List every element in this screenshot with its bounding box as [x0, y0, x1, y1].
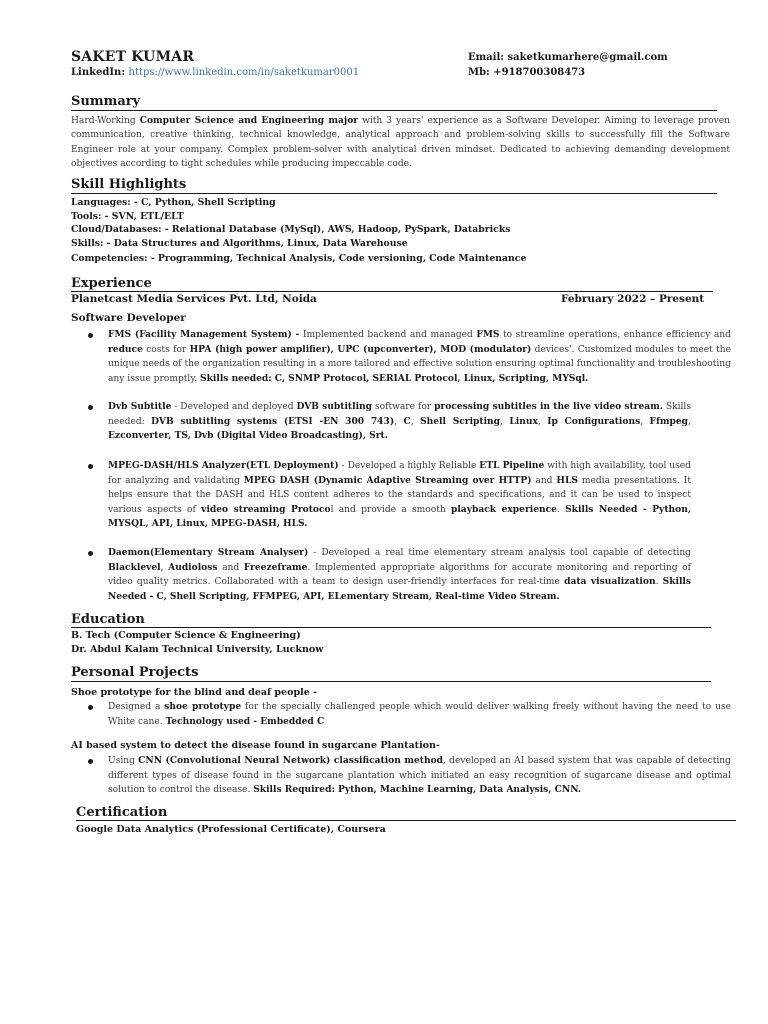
email-label: Email: [468, 52, 504, 63]
emphasis-text: data visualization [564, 576, 656, 587]
experience-heading: Experience [71, 276, 152, 291]
email-value[interactable]: saketkumarhere@gmail.com [507, 52, 668, 63]
body-text: and [217, 562, 244, 573]
body-text: - Developed and deployed [171, 402, 297, 412]
emphasis-text: Audioloss [168, 561, 218, 573]
emphasis-text: HPA (high power amplifier), UPC (upconverter), MOD (modulator) [189, 343, 532, 355]
body-text: , [394, 416, 404, 427]
emphasis-text: processing subtitles in the live video stream. [434, 401, 663, 412]
emphasis-text: CNN (Convolutional Neural Network) classification method [138, 755, 444, 766]
summary-heading: Summary [71, 94, 141, 109]
body-text: , [537, 416, 548, 427]
project-title: AI based system to detect the disease found in sugarcane Plantation- [71, 740, 440, 751]
section-rule [71, 193, 717, 194]
emphasis-text: FMS [476, 329, 500, 340]
bullet-icon [88, 464, 93, 469]
emphasis-text: playback experience [450, 503, 557, 515]
skill-skills: Skills: - Data Structures and Algorithms, Linux, Data Warehouse [71, 238, 408, 249]
emphasis-text: MPEG DASH (Dynamic Adaptive Streaming over HTTP) [243, 474, 532, 486]
skill-tools: Tools: - SVN, ETL/ELT [71, 211, 184, 222]
linkedin-link[interactable]: https://www.linkedin.com/in/saketkumar0001 [128, 67, 360, 78]
job-role: Software Developer [71, 312, 186, 324]
emphasis-text: reduce [108, 343, 143, 355]
body-text: , developed an AI based system that was capable of detecting different types of disease found in the sugarcane plantation which initiated an easy recognition of sugarcane disease and optimal solution to control the disease. [108, 756, 731, 795]
emphasis-text: Linux [509, 415, 538, 427]
body-text: Skills needed: [108, 402, 692, 427]
emphasis-text: HLS [556, 474, 578, 486]
emphasis-text: Blacklevel [108, 561, 161, 573]
projects-heading: Personal Projects [71, 665, 199, 680]
bullet-icon [88, 759, 93, 764]
experience-bullet [108, 459, 691, 532]
linkedin-line [71, 67, 359, 78]
body-text: , [640, 416, 650, 427]
body-text: , [688, 416, 691, 427]
emphasis-text: Ip Configurations [547, 415, 641, 427]
mobile-label: Mb: [468, 67, 490, 78]
emphasis-text: C [403, 415, 411, 427]
education-heading: Education [71, 612, 145, 627]
company-name: Planetcast Media Services Pvt. Ltd, Noida [71, 293, 317, 305]
bullet-icon [88, 405, 93, 410]
emphasis-text: FMS (Facility Management System) - [108, 329, 300, 340]
emphasis-text: MPEG-DASH/HLS Analyzer(ETL Deployment) [108, 460, 339, 471]
body-text: , [500, 416, 510, 427]
body-text: - Developed a real time elementary stream analysis tool capable of detecting [308, 548, 691, 558]
body-text: Using [108, 756, 139, 766]
body-text: with high availability, tool used for analyzing and validating [108, 461, 691, 486]
employment-period: February 2022 – Present [561, 293, 705, 305]
emphasis-text: shoe prototype [164, 701, 242, 712]
emphasis-text: Skills needed: C, SNMP Protocol, SERIAL Protocol, Linux, Scripting, MYSql. [200, 372, 589, 384]
linkedin-label: LinkedIn: [71, 67, 126, 78]
experience-bullet [108, 328, 731, 386]
summary-emphasis: Computer Science and Engineering major [139, 115, 359, 126]
degree: B. Tech (Computer Science & Engineering) [71, 630, 301, 641]
emphasis-text: DVB subtitling [296, 401, 373, 412]
project-description [108, 754, 731, 798]
summary-text-part: Hard-Working [71, 116, 140, 126]
body-text: costs for [142, 344, 190, 355]
body-text: Designed a [108, 702, 165, 712]
bullet-icon [88, 551, 93, 556]
body-text: software for [372, 402, 435, 412]
emphasis-text: Skills Needed - C, Shell Scripting, FFMPEG, API, ELementary Stream, Real-time Video Stream. [108, 576, 691, 602]
bullet-icon [88, 333, 93, 338]
body-text: . [556, 504, 566, 515]
emphasis-text: Skills Required: Python, Machine Learning, Data Analysis, CNN. [253, 784, 582, 795]
emphasis-text: Shell Scripting [420, 415, 501, 427]
certification-heading: Certification [76, 805, 168, 820]
experience-bullet [108, 546, 691, 604]
body-text: . Implemented appropriate algorithms for accurate monitoring and reporting of video quality metrics. Collaborated with a team to design user-friendly interfaces for real-time [108, 562, 691, 587]
emphasis-text: Ezconverter, TS, Dvb (Digital Video Broadcasting), Srt. [108, 430, 388, 441]
body-text: - Developed a highly Reliable [338, 461, 480, 471]
section-rule [71, 681, 711, 682]
project-title: Shoe prototype for the blind and deaf people - [71, 687, 317, 698]
skills-heading: Skill Highlights [71, 177, 187, 192]
emphasis-text: Dvb Subtitle [108, 401, 172, 412]
body-text: Implemented backend and managed [299, 330, 477, 340]
emphasis-text: video streaming Protoco [201, 503, 331, 515]
summary-text [71, 114, 730, 171]
emphasis-text: Freezeframe [243, 561, 308, 573]
candidate-name: SAKET KUMAR [71, 49, 195, 65]
body-text: , [410, 416, 421, 427]
body-text: , [160, 562, 169, 573]
body-text: devices'. Customized modules to meet the unique needs of the organization resulting in a more tailored and effective solution ensuring optimal functionality and troubleshooting any issue promptly. [108, 344, 732, 384]
mobile-line [468, 67, 585, 78]
section-rule [71, 110, 717, 111]
emphasis-text: DVB subtitling systems (ETSI -EN 300 743) [151, 415, 395, 427]
emphasis-text: Ffmpeg [649, 415, 689, 427]
emphasis-text: ETL Pipeline [479, 460, 545, 471]
body-text: to streamline operations, enhance efficiency and [499, 330, 731, 340]
bullet-icon [88, 705, 93, 710]
skill-languages: Languages: - C, Python, Shell Scripting [71, 197, 276, 208]
experience-bullet [108, 400, 691, 444]
certificate: Google Data Analytics (Professional Certificate), Coursera [76, 824, 386, 835]
summary-text-part: with 3 years' experience as a Software Developer. Aiming to leverage proven communication, creative thinking, technical knowledge, analytical approach and problem-solving skills to successfully fill the Software Engineer role at your company. Complex problem-solver with analytical driven mindset. Dedicated to achieving demanding development objectives according to tight schedules while producing impeccable code. [71, 116, 730, 169]
emphasis-text: Skills Needed - Python, MYSQL, API, Linux, MPEG-DASH, HLS. [108, 503, 691, 529]
body-text: . [655, 577, 663, 587]
section-rule [71, 291, 713, 292]
body-text: for the specially challenged people which would deliver walking freely without having the need to use White cane. [108, 702, 732, 727]
email-line [468, 52, 668, 63]
emphasis-text: Daemon(Elementary Stream Analyser) [108, 547, 309, 558]
university: Dr. Abdul Kalam Technical University, Lucknow [71, 644, 324, 655]
skill-competencies: Competencies: - Programming, Technical Analysis, Code versioning, Code Maintenance [71, 253, 527, 264]
project-description [108, 700, 731, 729]
section-rule [71, 627, 711, 628]
body-text: l and provide a smooth [330, 504, 451, 515]
body-text: and [531, 475, 557, 486]
body-text: media presentations. It helps ensure that the DASH and HLS content adheres to the standards and specifications, and it can be used to inspect various aspects of [108, 475, 691, 515]
skill-cloud-databases: Cloud/Databases: - Relational Database (MySql), AWS, Hadoop, PySpark, Databricks [71, 224, 511, 235]
mobile-value: +918700308473 [493, 67, 586, 78]
emphasis-text: Technology used - Embedded C [165, 715, 325, 727]
section-rule [76, 820, 736, 821]
